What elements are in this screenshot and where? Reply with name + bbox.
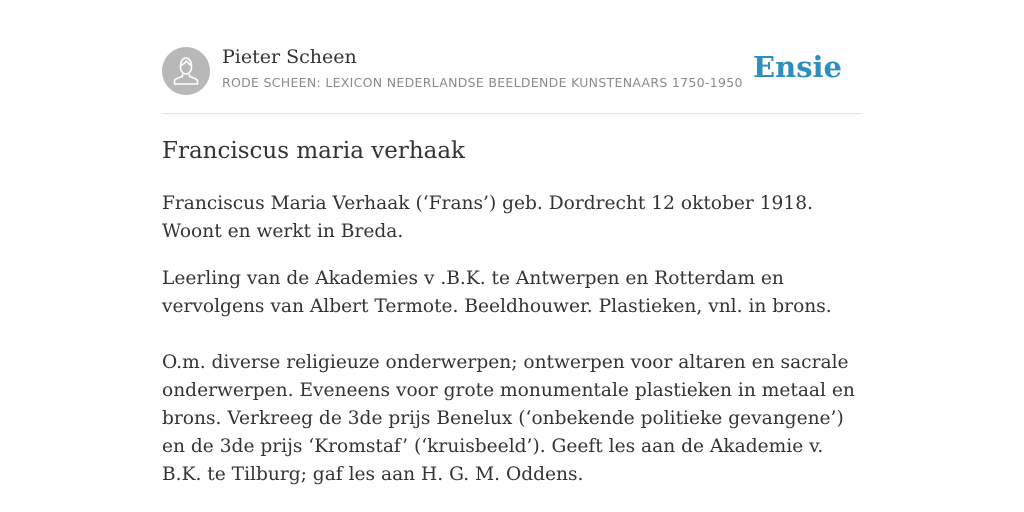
author-avatar[interactable] bbox=[162, 47, 210, 95]
ensie-logo[interactable]: Ensie bbox=[753, 50, 842, 84]
article-body bbox=[162, 190, 867, 489]
article-paragraph: O.m. diverse religieuze onderwerpen; ontwerpen voor altaren en sacrale onderwerpen. Eveneens voor grote monumentale plastieken in metaal en brons. Verkreeg de 3de prijs Benelux (‘onbekende politieke gevangene’) en de 3de prijs ‘Kromstaf’ (‘kruisbeeld’). Geeft les aan de Akademie v. B.K. te Tilburg; gaf les aan H. G. M. Oddens. bbox=[162, 352, 855, 485]
author-name[interactable]: Pieter Scheen bbox=[222, 46, 357, 68]
user-silhouette-icon bbox=[162, 47, 210, 95]
header-divider bbox=[162, 113, 862, 114]
article-title: Franciscus maria verhaak bbox=[162, 138, 465, 164]
article-paragraph: Franciscus Maria Verhaak (‘Frans’) geb. Dordrecht 12 oktober 1918. Woont en werkt in Breda. bbox=[162, 193, 813, 242]
article-header bbox=[162, 46, 862, 96]
source-title[interactable]: RODE SCHEEN: LEXICON NEDERLANDSE BEELDENDE KUNSTENAARS 1750-1950 bbox=[222, 75, 743, 90]
article-paragraph: Leerling van de Akademies v .B.K. te Antwerpen en Rotterdam en vervolgens van Albert Termote. Beeldhouwer. Plastieken, vnl. in brons. bbox=[162, 268, 832, 317]
